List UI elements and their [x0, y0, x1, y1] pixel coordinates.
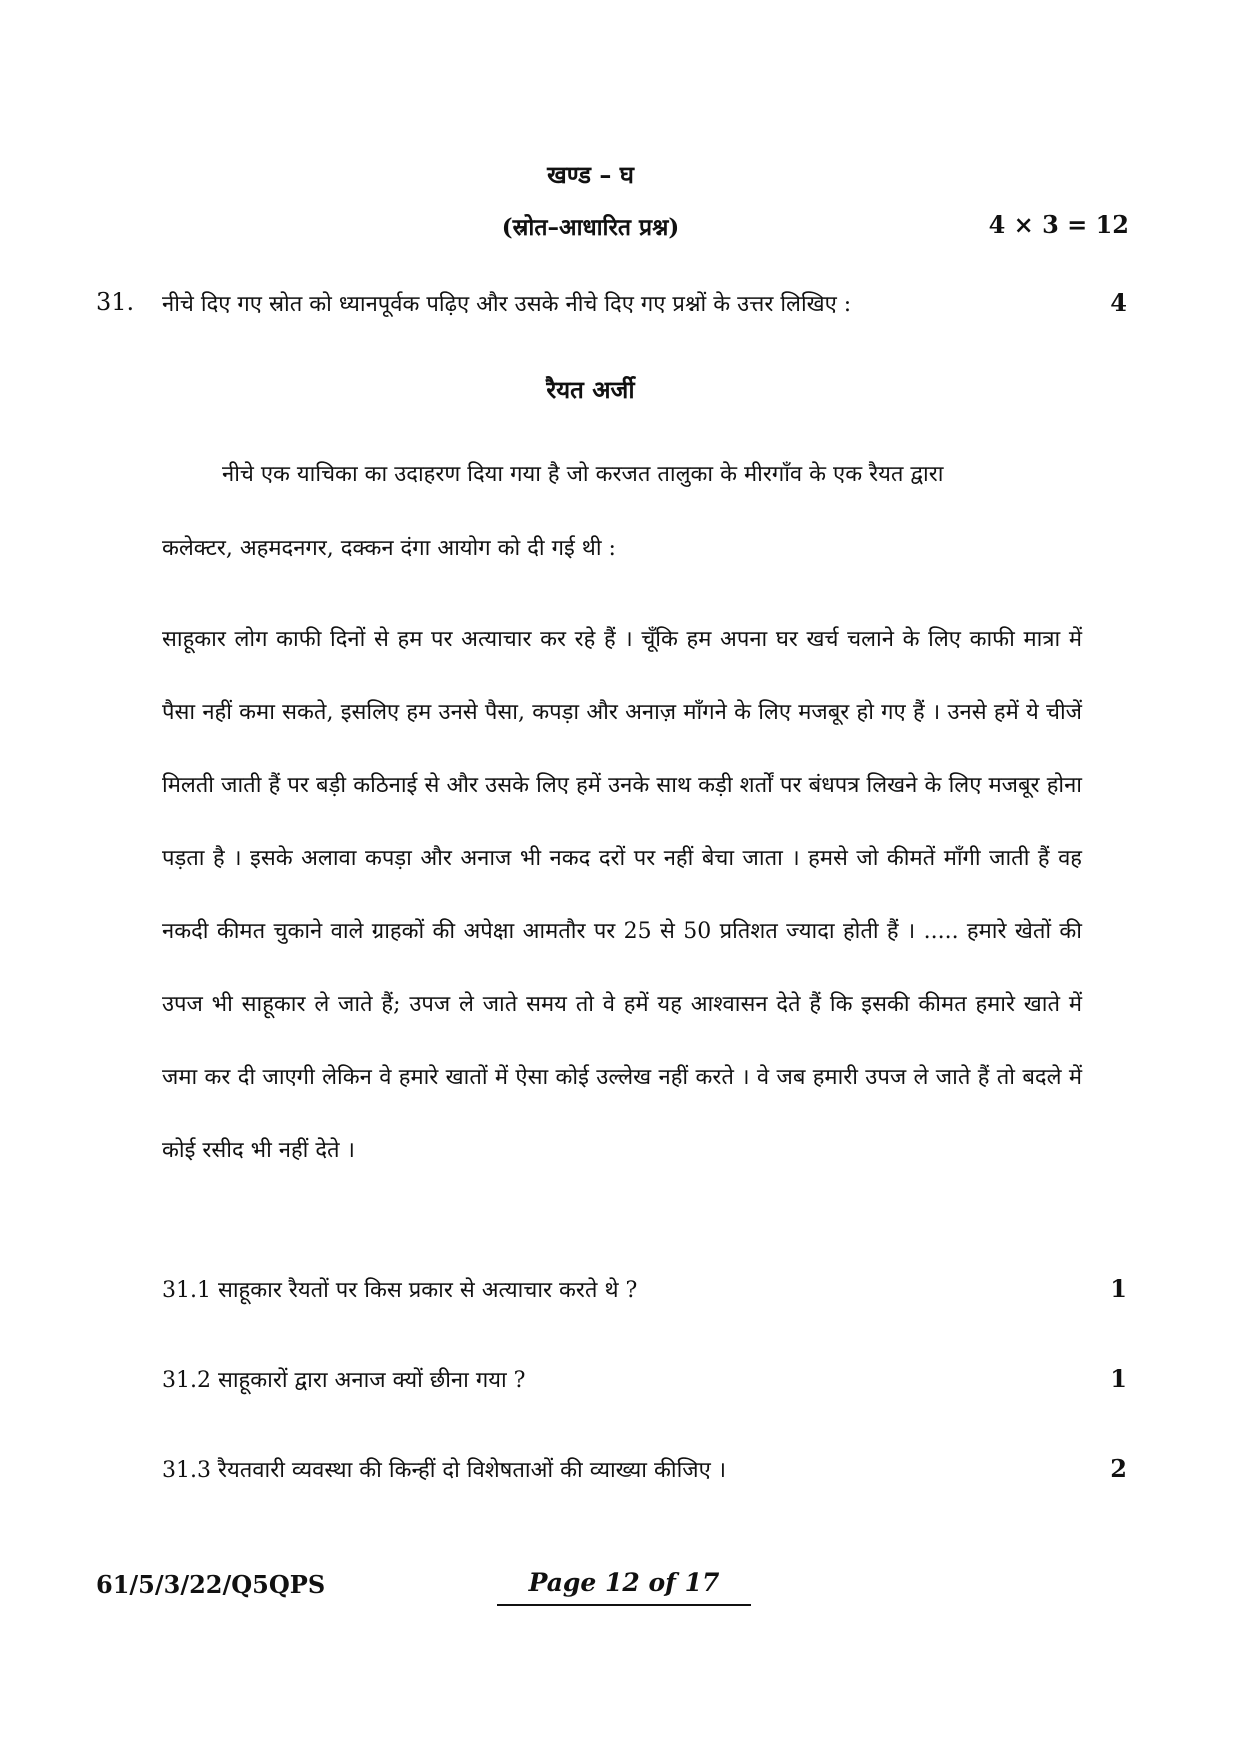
question-text: नीचे दिए गए स्रोत को ध्यानपूर्वक पढ़िए और उसके नीचे दिए गए प्रश्नों के उत्तर लिखिए : — [162, 292, 852, 317]
subquestion-31-1-marks: 1 — [1110, 1274, 1127, 1303]
subquestion-31-3: 31.3 रैयतवारी व्यवस्था की किन्हीं दो विशेषताओं की व्याख्या कीजिए । — [162, 1458, 727, 1483]
question-marks: 4 — [1110, 288, 1127, 317]
source-intro-line-2: कलेक्टर, अहमदनगर, दक्कन दंगा आयोग को दी गई थी : — [162, 536, 616, 561]
section-marks: 4 × 3 = 12 — [988, 210, 1129, 239]
subquestion-31-3-marks: 2 — [1110, 1454, 1127, 1483]
subquestion-31-1: 31.1 साहूकार रैयतों पर किस प्रकार से अत्याचार करते थे ? — [162, 1278, 638, 1303]
question-number: 31. — [96, 288, 135, 316]
subquestion-31-2-marks: 1 — [1110, 1364, 1127, 1393]
source-intro-line-1: नीचे एक याचिका का उदाहरण दिया गया है जो करजत तालुका के मीरगाँव के एक रैयत द्वारा — [222, 462, 944, 487]
section-subtitle: (स्रोत–आधारित प्रश्न) — [501, 214, 680, 241]
source-passage: साहूकार लोग काफी दिनों से हम पर अत्याचार कर रहे हैं । चूँकि हम अपना घर खर्च चलाने के लिए काफी मात्रा में पैसा नहीं कमा सकते, इसलिए हम उनसे पैसा, कपड़ा और अनाज़ माँगने के लिए मजबूर हो गए हैं । उनसे हमें ये चीजें मिलती जाती हैं पर बड़ी कठिनाई से और उसके लिए हमें उनके साथ कड़ी शर्तों पर बंधपत्र लिखने के लिए मजबूर होना पड़ता है । इसके अलावा कपड़ा और अनाज भी नकद दरों पर नहीं बेचा जाता । हमसे जो कीमतें माँगी जाती हैं वह नकदी कीमत चुकाने वाले ग्राहकों की अपेक्षा आमतौर पर 25 से 50 प्रतिशत ज्यादा होती हैं । ..... हमारे खेतों की उपज भी साहूकार ले जाते हैं; उपज ले जाते समय तो वे हमें यह आश्वासन देते हैं कि इसकी कीमत हमारे खाते में जमा कर दी जाएगी लेकिन वे हमारे खातों में ऐसा कोई उल्लेख नहीं करते । वे जब हमारी उपज ले जाते हैं तो बदले में कोई रसीद भी नहीं देते । — [162, 627, 1082, 1163]
subquestion-31-2: 31.2 साहूकारों द्वारा अनाज क्यों छीना गया ? — [162, 1368, 526, 1393]
section-title: खण्ड – घ — [547, 160, 634, 189]
paper-code: 61/5/3/22/Q5QPS — [96, 1570, 326, 1599]
page-number: Page 12 of 17 — [528, 1568, 720, 1597]
page-number-underline — [497, 1604, 751, 1606]
source-title: रैयत अर्जी — [546, 375, 635, 404]
